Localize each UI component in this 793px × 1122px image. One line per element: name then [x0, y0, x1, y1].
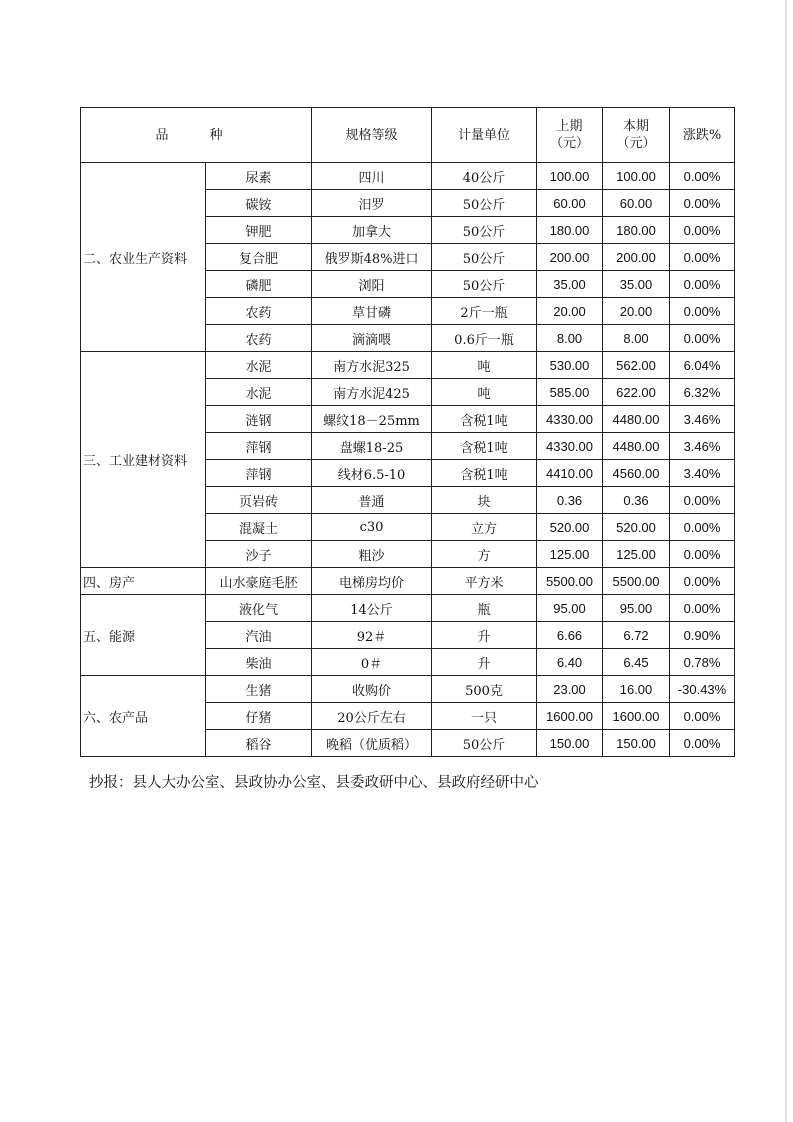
header-unit: 计量单位 — [432, 108, 537, 163]
unit-cell: 50公斤 — [432, 244, 537, 271]
change-cell: 0.90% — [670, 622, 735, 649]
unit-cell: 平方米 — [432, 568, 537, 595]
change-cell: 0.00% — [670, 514, 735, 541]
prev-price-cell: 530.00 — [537, 352, 603, 379]
prev-price-cell: 180.00 — [537, 217, 603, 244]
header-name: 品 种 — [81, 108, 312, 163]
item-cell: 水泥 — [206, 352, 312, 379]
prev-price-cell: 4330.00 — [537, 433, 603, 460]
change-cell: 0.00% — [670, 541, 735, 568]
change-cell: 0.00% — [670, 190, 735, 217]
item-cell: 农药 — [206, 325, 312, 352]
prev-price-cell: 35.00 — [537, 271, 603, 298]
prev-price-cell: 1600.00 — [537, 703, 603, 730]
item-cell: 汽油 — [206, 622, 312, 649]
prev-price-cell: 23.00 — [537, 676, 603, 703]
unit-cell: 升 — [432, 649, 537, 676]
curr-price-cell: 200.00 — [603, 244, 670, 271]
item-cell: 钾肥 — [206, 217, 312, 244]
scan-edge-line — [785, 0, 787, 1122]
prev-price-cell: 585.00 — [537, 379, 603, 406]
item-cell: 液化气 — [206, 595, 312, 622]
change-cell: -30.43% — [670, 676, 735, 703]
table-row — [81, 595, 735, 622]
curr-price-cell: 180.00 — [603, 217, 670, 244]
spec-cell: 加拿大 — [312, 217, 432, 244]
change-cell: 6.04% — [670, 352, 735, 379]
table-row — [81, 568, 735, 595]
spec-cell: 四川 — [312, 163, 432, 190]
curr-price-cell: 622.00 — [603, 379, 670, 406]
table-body — [81, 163, 735, 757]
change-cell: 0.00% — [670, 568, 735, 595]
spec-cell: 汨罗 — [312, 190, 432, 217]
item-cell: 稻谷 — [206, 730, 312, 757]
curr-price-cell: 6.45 — [603, 649, 670, 676]
unit-cell: 吨 — [432, 352, 537, 379]
unit-cell: 0.6斤一瓶 — [432, 325, 537, 352]
item-cell: 农药 — [206, 298, 312, 325]
prev-price-cell: 4330.00 — [537, 406, 603, 433]
unit-cell: 升 — [432, 622, 537, 649]
change-cell: 6.32% — [670, 379, 735, 406]
curr-price-cell: 125.00 — [603, 541, 670, 568]
change-cell: 0.00% — [670, 271, 735, 298]
prev-price-cell: 6.40 — [537, 649, 603, 676]
unit-cell: 50公斤 — [432, 217, 537, 244]
category-cell: 五、能源 — [81, 595, 206, 676]
spec-cell: 盘螺18-25 — [312, 433, 432, 460]
prev-price-cell: 125.00 — [537, 541, 603, 568]
spec-cell: 0＃ — [312, 649, 432, 676]
spec-cell: 南方水泥325 — [312, 352, 432, 379]
change-cell: 0.00% — [670, 163, 735, 190]
prev-price-cell: 150.00 — [537, 730, 603, 757]
change-cell: 0.00% — [670, 595, 735, 622]
unit-cell: 方 — [432, 541, 537, 568]
prev-price-cell: 20.00 — [537, 298, 603, 325]
cc-recipients: 抄报：县人大办公室、县政协办公室、县委政研中心、县政府经研中心 — [89, 775, 539, 791]
spec-cell: 俄罗斯48%进口 — [312, 244, 432, 271]
unit-cell: 一只 — [432, 703, 537, 730]
table-row — [81, 352, 735, 379]
prev-price-cell: 5500.00 — [537, 568, 603, 595]
spec-cell: 92＃ — [312, 622, 432, 649]
spec-cell: 20公斤左右 — [312, 703, 432, 730]
item-cell: 萍钢 — [206, 460, 312, 487]
curr-price-cell: 35.00 — [603, 271, 670, 298]
table-row — [81, 163, 735, 190]
curr-price-cell: 0.36 — [603, 487, 670, 514]
spec-cell: 14公斤 — [312, 595, 432, 622]
unit-cell: 立方 — [432, 514, 537, 541]
prev-price-cell: 8.00 — [537, 325, 603, 352]
unit-cell: 50公斤 — [432, 190, 537, 217]
item-cell: 涟钢 — [206, 406, 312, 433]
prev-price-cell: 95.00 — [537, 595, 603, 622]
spec-cell: 南方水泥425 — [312, 379, 432, 406]
curr-price-cell: 60.00 — [603, 190, 670, 217]
spec-cell: c30 — [312, 514, 432, 541]
change-cell: 0.00% — [670, 703, 735, 730]
spec-cell: 线材6.5-10 — [312, 460, 432, 487]
category-cell: 六、农产品 — [81, 676, 206, 757]
header-spec: 规格等级 — [312, 108, 432, 163]
unit-cell: 50公斤 — [432, 271, 537, 298]
spec-cell: 电梯房均价 — [312, 568, 432, 595]
unit-cell: 含税1吨 — [432, 406, 537, 433]
unit-cell: 含税1吨 — [432, 433, 537, 460]
curr-price-cell: 4560.00 — [603, 460, 670, 487]
change-cell: 0.00% — [670, 325, 735, 352]
prev-price-cell: 60.00 — [537, 190, 603, 217]
curr-price-cell: 95.00 — [603, 595, 670, 622]
prev-price-cell: 520.00 — [537, 514, 603, 541]
spec-cell: 滴滴喂 — [312, 325, 432, 352]
prev-price-cell: 100.00 — [537, 163, 603, 190]
curr-price-cell: 20.00 — [603, 298, 670, 325]
spec-cell: 浏阳 — [312, 271, 432, 298]
curr-price-cell: 150.00 — [603, 730, 670, 757]
curr-price-cell: 5500.00 — [603, 568, 670, 595]
unit-cell: 50公斤 — [432, 730, 537, 757]
item-cell: 柴油 — [206, 649, 312, 676]
price-table — [80, 107, 735, 757]
spec-cell: 粗沙 — [312, 541, 432, 568]
unit-cell: 2斤一瓶 — [432, 298, 537, 325]
prev-price-cell: 6.66 — [537, 622, 603, 649]
item-cell: 页岩砖 — [206, 487, 312, 514]
curr-price-cell: 562.00 — [603, 352, 670, 379]
unit-cell: 500克 — [432, 676, 537, 703]
item-cell: 碳铵 — [206, 190, 312, 217]
curr-price-cell: 1600.00 — [603, 703, 670, 730]
spec-cell: 螺纹18－25mm — [312, 406, 432, 433]
spec-cell: 普通 — [312, 487, 432, 514]
header-prev: 上期 （元） — [537, 108, 603, 163]
prev-price-cell: 0.36 — [537, 487, 603, 514]
item-cell: 山水豪庭毛胚 — [206, 568, 312, 595]
change-cell: 0.00% — [670, 298, 735, 325]
item-cell: 仔猪 — [206, 703, 312, 730]
category-cell: 三、工业建材资料 — [81, 352, 206, 568]
curr-price-cell: 4480.00 — [603, 433, 670, 460]
change-cell: 0.78% — [670, 649, 735, 676]
unit-cell: 瓶 — [432, 595, 537, 622]
change-cell: 0.00% — [670, 730, 735, 757]
spec-cell: 收购价 — [312, 676, 432, 703]
change-cell: 0.00% — [670, 217, 735, 244]
unit-cell: 40公斤 — [432, 163, 537, 190]
curr-price-cell: 520.00 — [603, 514, 670, 541]
item-cell: 复合肥 — [206, 244, 312, 271]
category-cell: 二、农业生产资料 — [81, 163, 206, 352]
category-cell: 四、房产 — [81, 568, 206, 595]
header-curr: 本期 （元） — [603, 108, 670, 163]
item-cell: 沙子 — [206, 541, 312, 568]
change-cell: 0.00% — [670, 244, 735, 271]
spec-cell: 晚稻（优质稻） — [312, 730, 432, 757]
curr-price-cell: 6.72 — [603, 622, 670, 649]
curr-price-cell: 8.00 — [603, 325, 670, 352]
curr-price-cell: 4480.00 — [603, 406, 670, 433]
change-cell: 3.46% — [670, 433, 735, 460]
table-row — [81, 676, 735, 703]
item-cell: 生猪 — [206, 676, 312, 703]
prev-price-cell: 200.00 — [537, 244, 603, 271]
item-cell: 混凝土 — [206, 514, 312, 541]
item-cell: 磷肥 — [206, 271, 312, 298]
change-cell: 0.00% — [670, 487, 735, 514]
curr-price-cell: 100.00 — [603, 163, 670, 190]
unit-cell: 块 — [432, 487, 537, 514]
table-header-row — [81, 108, 735, 163]
item-cell: 水泥 — [206, 379, 312, 406]
header-change: 涨跌% — [670, 108, 735, 163]
change-cell: 3.40% — [670, 460, 735, 487]
prev-price-cell: 4410.00 — [537, 460, 603, 487]
spec-cell: 草甘磷 — [312, 298, 432, 325]
item-cell: 尿素 — [206, 163, 312, 190]
unit-cell: 吨 — [432, 379, 537, 406]
unit-cell: 含税1吨 — [432, 460, 537, 487]
curr-price-cell: 16.00 — [603, 676, 670, 703]
item-cell: 萍钢 — [206, 433, 312, 460]
change-cell: 3.46% — [670, 406, 735, 433]
